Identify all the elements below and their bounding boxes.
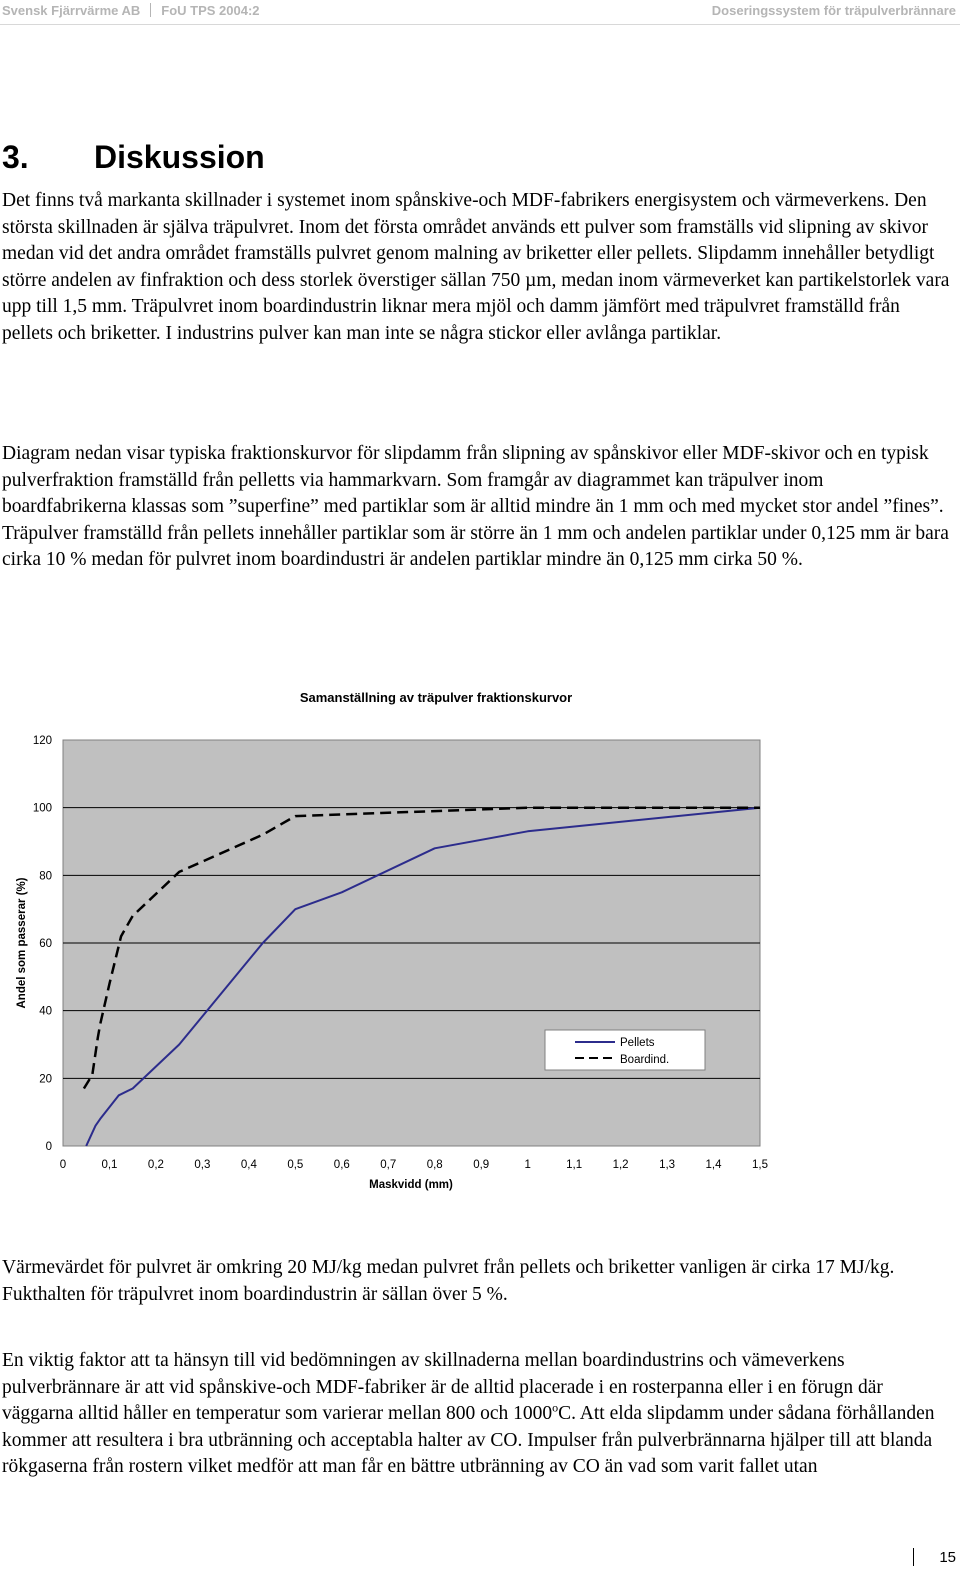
x-tick-label: 0,5 — [287, 1159, 304, 1171]
header-rule — [0, 24, 960, 25]
x-tick-label: 1,5 — [752, 1159, 768, 1171]
x-tick-label: 0,4 — [240, 1159, 257, 1171]
x-tick-label: 1,2 — [612, 1159, 629, 1171]
x-tick-label: 0,7 — [380, 1159, 397, 1171]
y-tick-label: 120 — [32, 735, 52, 747]
y-tick-label: 40 — [39, 1005, 52, 1018]
paragraph-burner-text-b: C. Att elda slipdamm under sådana förhållanden kommer att resultera i bra utbränning och acceptabla halter av CO. Impulser från pulverbrännarna hjälper till att blanda rökgaserna från rostern vilket medför att man får en bättre utbränning av CO än vad som varit fallet utan — [2, 1403, 935, 1478]
chart-title: Samanställning av träpulver fraktionskurvor — [299, 690, 573, 705]
x-axis-ticks — [60, 1159, 768, 1171]
x-tick-label: 0,6 — [333, 1159, 350, 1171]
section-number: 3. — [2, 139, 29, 175]
section-title: Diskussion — [94, 139, 265, 175]
x-tick-label: 0,8 — [426, 1159, 443, 1171]
paragraph-burner-text-a: En viktig faktor att ta hänsyn till vid bedömningen av skillnaderna mellan boardindustrins och vämeverkens pulverbrännare är att vid spånskive-och MDF-fabriker är de alltid placerade i en rosterpanna eller i en förugn där väggarna alltid håller en temperatur som varierar mellan 800 och 1000 — [2, 1350, 883, 1425]
paragraph-intro: Det finns två markanta skillnader i systemet inom spånskive-och MDF-fabrikers energisystem och värmeverkens. Den största skillnaden är själva träpulvret. Inom det första området används ett pulver som framställs vid slipning av skivor medan vid det andra området framställs pulvret genom malning av briketter eller pellets. Slipdamm innehåller betydligt större andelen av finfraktion och dess storlek överstiger sällan 750 µm, medan inom värmeverket kan partikelstorlek vara upp till 1,5 mm. Träpulvret inom boardindustrin liknar mera mjöl och damm jämfört med träpulvret framställd från pellets och briketter. I industrins pulver kan man inte se några stickor eller avlånga partiklar. — [2, 190, 950, 344]
x-tick-label: 1,4 — [705, 1159, 722, 1171]
x-tick-label: 0 — [59, 1159, 67, 1171]
x-tick-label: 0,3 — [194, 1159, 211, 1171]
page-number: 15 — [939, 1549, 956, 1566]
y-tick-label: 100 — [32, 802, 52, 815]
legend-pellets-label: Pellets — [620, 1037, 655, 1049]
section-heading — [2, 137, 265, 177]
x-tick-label: 0,9 — [473, 1159, 490, 1171]
x-tick-label: 1,1 — [566, 1159, 583, 1171]
header-document-title: Doseringssystem för träpulverbrännare — [711, 3, 956, 18]
x-axis-label: Maskvidd (mm) — [369, 1179, 453, 1191]
x-tick-label: 0,1 — [101, 1159, 118, 1171]
paragraph-diagram-description: Diagram nedan visar typiska fraktionskurvor för slipdamm från slipning av spånskivor eller MDF-skivor och en typisk pulverfraktion framställd från pelletts via hammarkvarn. Som framgår av diagrammet kan träpulver inom boardfabrikerna klassas som ”superfine” med partiklar som är alltid mindre än 1 mm och med mycket stor andel ”fines”. Träpulver framställd från pellets innehåller partiklar som är större än 1 mm och andelen partiklar under 0,125 mm är bara cirka 10 % medan för pulvret inom boardindustri är andelen partiklar mindre än 0,125 mm cirka 50 %. — [2, 443, 949, 571]
header-separator — [150, 3, 151, 17]
x-tick-label: 1,3 — [659, 1159, 676, 1171]
degree-superscript: o — [552, 1400, 559, 1415]
y-tick-label: 60 — [39, 938, 52, 950]
header-report-id: FoU TPS 2004:2 — [161, 3, 260, 18]
y-tick-label: 80 — [39, 870, 52, 883]
x-tick-label: 1 — [524, 1159, 531, 1171]
legend — [545, 1030, 705, 1070]
x-tick-label: 0,2 — [147, 1159, 164, 1171]
header-left — [2, 3, 260, 18]
header-company: Svensk Fjärrvärme AB — [2, 3, 141, 18]
running-header — [0, 0, 960, 22]
y-tick-label: 20 — [39, 1073, 52, 1086]
y-tick-label: 0 — [45, 1141, 52, 1153]
footer-rule — [913, 1548, 914, 1566]
fraction-curve-chart — [0, 680, 960, 1220]
paragraph-heating-value: Värmevärdet för pulvret är omkring 20 MJ/kg medan pulvret från pellets och briketter vanligen är cirka 17 MJ/kg. Fukthalten för träpulvret inom boardindustrin är sällan över 5 %. — [2, 1257, 895, 1305]
y-axis-label: Andel som passerar (%) — [16, 877, 28, 1009]
legend-boardind-label: Boardind. — [620, 1054, 670, 1066]
y-axis-ticks — [33, 735, 52, 1153]
paragraph-burner-comparison — [2, 1348, 952, 1481]
